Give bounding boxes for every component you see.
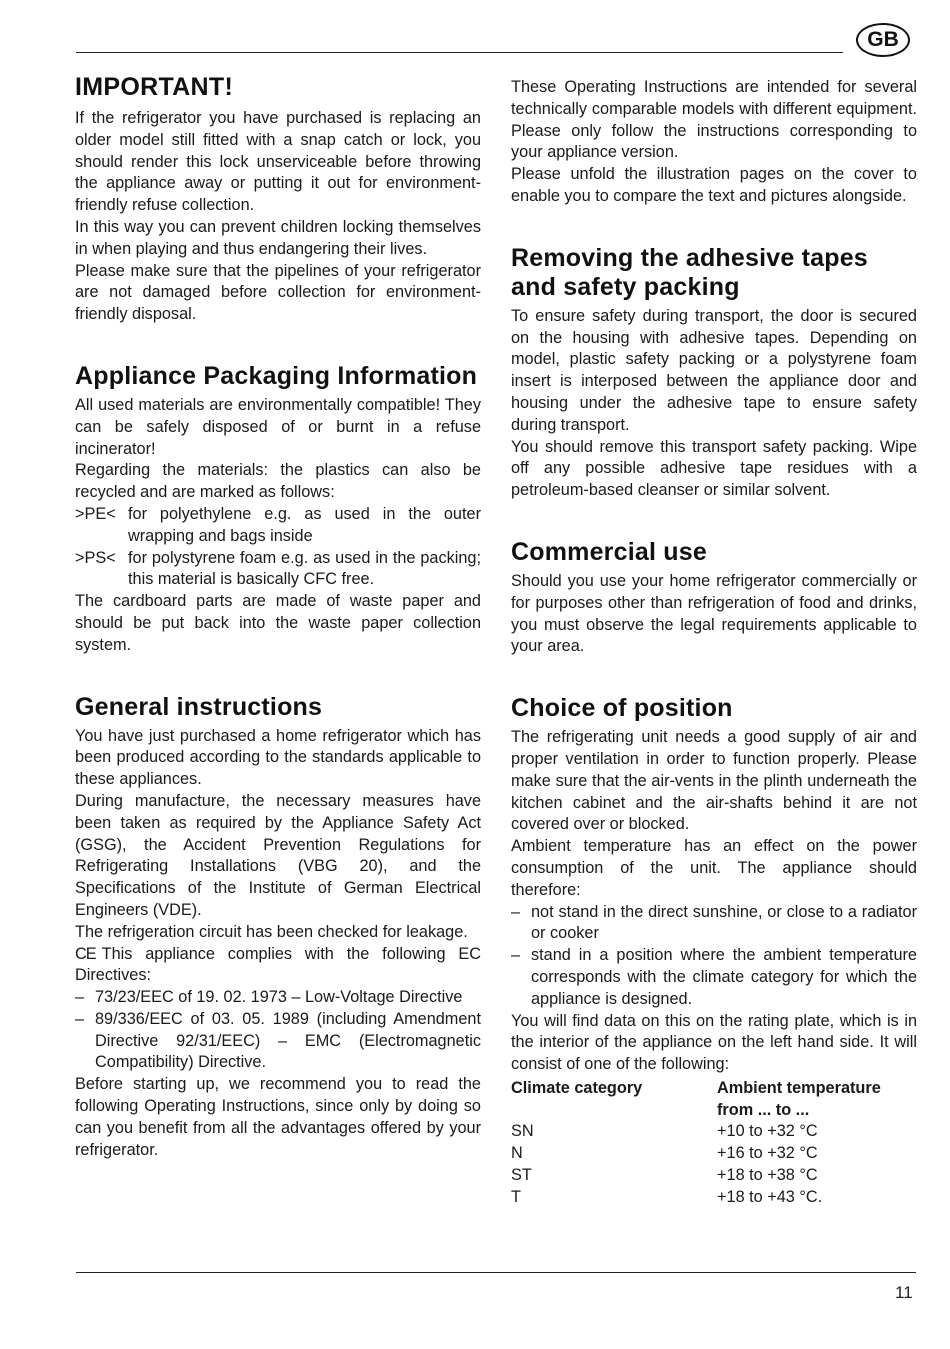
material-code: >PE< xyxy=(75,504,116,523)
climate-table xyxy=(511,1078,917,1209)
removing-paragraph: You should remove this transport safety packing. Wipe off any possible adhesive tape residues with a petroleum-based cleanser or similar solvent. xyxy=(511,437,917,500)
climate-temperature: +18 to +43 °C. xyxy=(717,1187,823,1206)
packaging-heading: Appliance Packaging Information xyxy=(75,361,478,390)
ce-mark-icon: CE xyxy=(75,944,96,963)
directives-list xyxy=(75,987,481,1074)
commercial-paragraph: Should you use your home refrigerator commercially or for purposes other than refrigeration of food and drinks, you must observe the legal requirements applicable to your area. xyxy=(511,571,917,656)
climate-row xyxy=(511,1187,917,1209)
general-closing: Before starting up, we recommend you to read the following Operating Instructions, since only by doing so can you benefit from all the advantages offered by your refrigerator. xyxy=(75,1075,481,1159)
page-number: 11 xyxy=(895,1283,913,1302)
material-code: >PS< xyxy=(75,548,116,567)
directive-item: – 73/23/EEC of 19. 02. 1973 – Low-Voltage Directive xyxy=(75,987,481,1009)
position-item-text: stand in a position where the ambient temperature corresponds with the climate category for which the appliance is designed. xyxy=(531,946,917,1008)
important-paragraph: In this way you can prevent children locking themselves in when playing and thus endangering their lives. xyxy=(75,217,481,258)
language-badge: GB xyxy=(856,23,910,57)
climate-temperature: +10 to +32 °C xyxy=(717,1122,818,1141)
material-item xyxy=(75,504,481,548)
directive-text: 89/336/EEC of 03. 05. 1989 (including Amendment Directive 92/31/EEC) – EMC (Electromagnetic Compatibility) Directive. xyxy=(95,1009,481,1072)
position-item: – stand in a position where the ambient temperature corresponds with the climate category for which the appliance is designed. xyxy=(511,945,917,1010)
general-paragraph: You have just purchased a home refrigerator which has been produced according to the standards applicable to these appliances. xyxy=(75,726,481,789)
climate-category: N xyxy=(511,1144,523,1163)
general-paragraph: The refrigeration circuit has been checked for leakage. xyxy=(75,922,468,941)
removing-section xyxy=(511,244,917,502)
position-heading: Choice of position xyxy=(511,694,733,723)
climate-temperature: +18 to +38 °C xyxy=(717,1166,818,1185)
ce-text: This appliance complies with the following EC Directives: xyxy=(75,944,481,985)
packaging-section xyxy=(75,362,481,657)
climate-row xyxy=(511,1143,917,1165)
packaging-paragraph: All used materials are environmentally compatible! They can be safely disposed of or burnt in a refuse incinerator! xyxy=(75,395,481,458)
directive-item: – 89/336/EEC of 03. 05. 1989 (including Amendment Directive 92/31/EEC) – EMC (Electromagnetic Compatibility) Directive. xyxy=(75,1009,481,1074)
climate-header-category: Climate category xyxy=(511,1078,643,1097)
position-paragraph: Ambient temperature has an effect on the power consumption of the unit. The appliance should therefore: xyxy=(511,837,917,899)
position-list xyxy=(511,902,917,1011)
materials-list xyxy=(75,504,481,591)
climate-temperature: +16 to +32 °C xyxy=(717,1144,818,1163)
commercial-heading: Commercial use xyxy=(511,537,707,566)
commercial-section xyxy=(511,538,917,658)
position-section xyxy=(511,694,917,1209)
climate-category: ST xyxy=(511,1166,532,1185)
climate-row xyxy=(511,1165,917,1187)
directive-text: 73/23/EEC of 19. 02. 1973 – Low-Voltage Directive xyxy=(95,988,463,1007)
packaging-paragraph: Regarding the materials: the plastics can also be recycled and are marked as follows: xyxy=(75,461,481,502)
position-closing: You will find data on this on the rating plate, which is in the interior of the appliance on the left hand side. It will consist of one of the following: xyxy=(511,1011,917,1074)
right-column xyxy=(511,77,917,1239)
removing-paragraph: To ensure safety during transport, the door is secured on the housing with adhesive tapes. Depending on model, plastic safety packing or a polystyrene foam insert is interposed between the appliance door and housing under the adhesive tape to ensure safety during transport. xyxy=(511,306,917,434)
position-paragraph: The refrigerating unit needs a good supply of air and proper ventilation in order to function properly. Please make sure that the air-vents in the plinth underneath the kitchen cabinet and the air-shafts behind it are not covered over or blocked. xyxy=(511,728,917,834)
general-section xyxy=(75,693,481,1162)
position-item: – not stand in the direct sunshine, or close to a radiator or cooker xyxy=(511,902,917,946)
general-heading: General instructions xyxy=(75,692,323,721)
climate-category: SN xyxy=(511,1122,534,1141)
left-column xyxy=(75,72,481,1191)
climate-row xyxy=(511,1121,917,1143)
important-paragraph: If the refrigerator you have purchased is replacing an older model still fitted with a snap catch or lock, you should render this lock unserviceable before throwing the appliance away or putting it out for environment-friendly refuse collection. xyxy=(75,109,481,215)
material-item xyxy=(75,548,481,592)
important-section xyxy=(75,72,481,326)
ce-statement xyxy=(75,944,481,988)
position-item-text: not stand in the direct sunshine, or close to a radiator or cooker xyxy=(531,902,917,943)
important-paragraph: Please make sure that the pipelines of your refrigerator are not damaged before collection for environment-friendly disposal. xyxy=(75,261,481,324)
climate-header-row xyxy=(511,1078,917,1122)
header-rule xyxy=(76,52,843,53)
intro-paragraph: Please unfold the illustration pages on the cover to enable you to compare the text and pictures alongside. xyxy=(511,165,917,205)
material-text: for polyethylene e.g. as used in the outer wrapping and bags inside xyxy=(128,504,481,545)
material-text: for polystyrene foam e.g. as used in the packing; this material is basically CFC free. xyxy=(128,548,481,589)
removing-heading: Removing the adhesive tapes and safety packing xyxy=(511,243,868,301)
packaging-closing: The cardboard parts are made of waste paper and should be put back into the waste paper collection system. xyxy=(75,592,481,654)
footer-rule xyxy=(76,1272,916,1273)
climate-header-temperature: Ambient temperature from ... to ... xyxy=(717,1078,881,1119)
intro-paragraph: These Operating Instructions are intended for several technically comparable models with different equipment. Please only follow the instructions corresponding to your appliance version. xyxy=(511,78,917,162)
climate-category: T xyxy=(511,1187,521,1206)
general-paragraph: During manufacture, the necessary measures have been taken as required by the Appliance Safety Act (GSG), the Accident Prevention Regulations for Refrigerating Installations (VBG 20), and the Specifications of the Institute of German Electrical Engineers (VDE). xyxy=(75,791,481,919)
intro-section xyxy=(511,77,917,208)
important-heading: IMPORTANT! xyxy=(75,73,234,101)
